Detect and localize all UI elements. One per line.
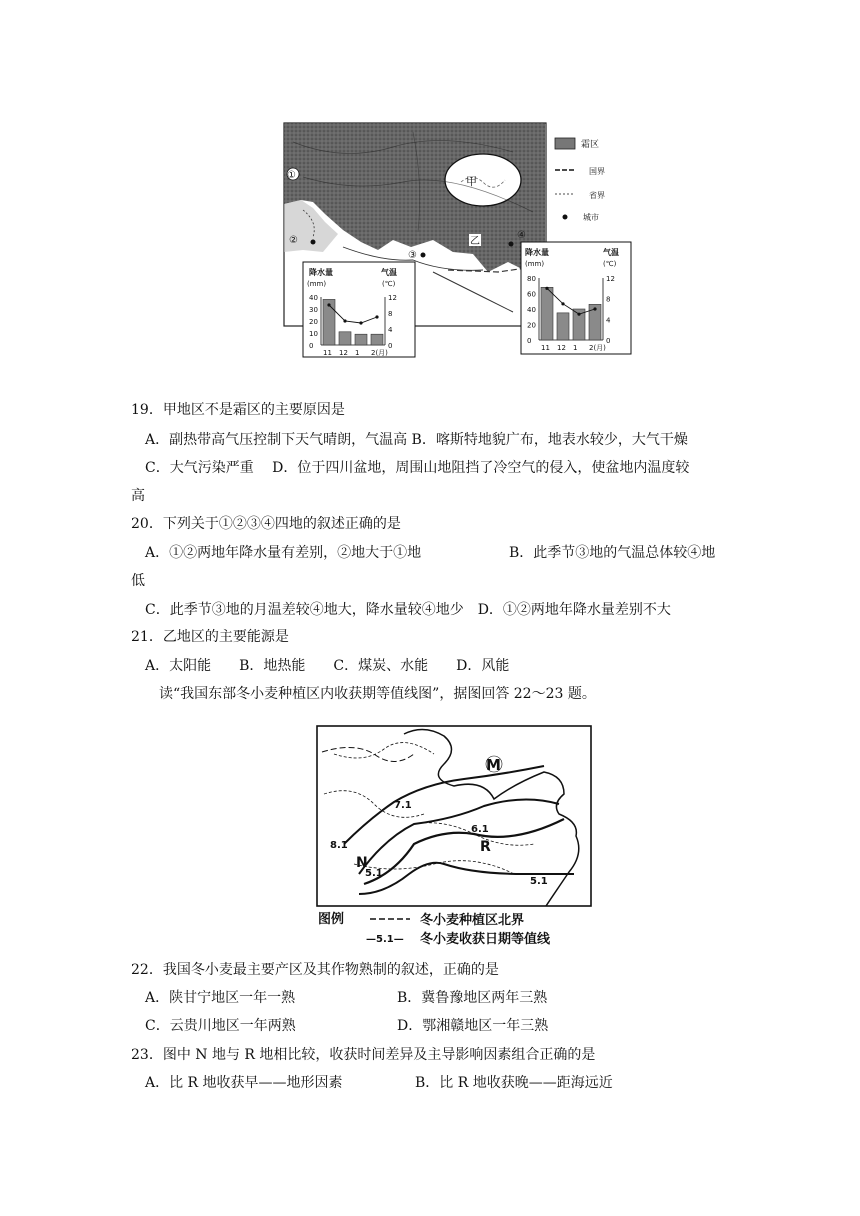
c3-precip-bar (339, 332, 351, 345)
label-c4: ④ (517, 230, 526, 241)
c3-precip-label: 降水量 (309, 268, 333, 277)
fig2-legend-title: 图例 (318, 912, 345, 927)
c3-temp-point (375, 315, 378, 318)
c4-temp-tick: 4 (606, 316, 611, 325)
c3-temp-point (343, 319, 346, 322)
label-c3: ③ (408, 250, 417, 261)
c4-precip-bar (541, 287, 553, 340)
q20-option-b: B．此季节③地的气温总体较④地 (509, 545, 716, 561)
c3-month-label: 1 (355, 349, 360, 357)
q23-stem: 23．图中 N 地与 R 地相比较，收获时间差异及主导影响因素组合正确的是 (131, 1047, 596, 1063)
fig2-legend-boundary: 冬小麦种植区北界 (420, 913, 525, 928)
wheat-map-figure (314, 724, 614, 948)
q21-options: A．太阳能 B．地热能 C．煤炭、水能 D．风能 (145, 658, 510, 674)
c4-precip-tick: 20 (527, 321, 536, 330)
c3-precip-tick: 30 (309, 306, 318, 314)
q20-option-b-cont: 低 (131, 573, 145, 589)
city-dot-3 (421, 253, 426, 258)
q19-stem: 19．甲地区不是霜区的主要原因是 (131, 402, 345, 418)
frost-map-figure (283, 122, 733, 360)
wheat-map-svg (314, 724, 614, 948)
c4-precip-tick: 0 (527, 337, 532, 345)
c4-precip-tick: 80 (527, 275, 536, 283)
c3-precip-unit: (mm) (307, 280, 327, 288)
label-N: N (356, 855, 368, 871)
c4-month-label: 12 (557, 344, 566, 352)
c4-temp-tick: 12 (606, 275, 615, 283)
c3-precip-tick: 10 (309, 330, 318, 338)
c3-precip-bar (371, 334, 383, 345)
fig2-legend-isoline: 冬小麦收获日期等值线 (420, 932, 551, 947)
c3-precip-bar (355, 334, 367, 345)
c4-month-label: 1 (573, 344, 578, 352)
c3-temp-label: 气温 (381, 268, 397, 277)
c3-temp-tick: 0 (388, 342, 393, 350)
q20-options-cd: C．此季节③地的月温差较④地大，降水量较④地少 D．①②两地年降水量差别不大 (145, 602, 671, 618)
c3-month-label: 11 (323, 349, 332, 357)
c3-precip-tick: 40 (309, 294, 318, 302)
q19-options-ab: A．副热带高气压控制下天气晴朗，气温高 B．喀斯特地貌广布，地表水较少，大气干燥 (145, 432, 688, 448)
c4-precip-unit: (mm) (525, 260, 545, 268)
c4-month-label: 2(月) (589, 344, 606, 352)
label-6-1: 6.1 (471, 824, 489, 835)
c3-month-label: 12 (339, 349, 348, 357)
c4-temp-label: 气温 (603, 248, 619, 257)
label-5-1-b: 5.1 (530, 876, 548, 887)
q22-option-c: C．云贵川地区一年两熟 (145, 1018, 296, 1034)
label-jia: 甲 (466, 175, 477, 188)
c3-precip-tick: 20 (309, 318, 318, 326)
legend-frost-swatch (555, 138, 575, 149)
c3-temp-tick: 8 (388, 310, 393, 318)
c4-temp-tick: 8 (606, 295, 611, 304)
q20-option-a: A．①②两地年降水量有差别，②地大于①地 (145, 545, 422, 561)
label-8-1: 8.1 (330, 840, 348, 851)
c4-temp-point (577, 313, 580, 316)
climate-chart-3 (303, 262, 415, 357)
q19-options-cd: C．大气污染严重 D．位于四川盆地，周围山地阻挡了冷空气的侵入，使盆地内温度较 (145, 460, 690, 476)
q23-option-a: A．比 R 地收获早——地形因素 (145, 1075, 343, 1091)
legend-province: 省界 (589, 191, 605, 200)
c3-temp-point (327, 303, 330, 306)
q22-option-a: A．陕甘宁地区一年一熟 (145, 990, 296, 1006)
label-M: M (486, 756, 501, 774)
q19-option-d-cont: 高 (131, 488, 145, 504)
q23-option-b: B．比 R 地收获晚——距海远近 (415, 1075, 613, 1091)
label-R: R (480, 839, 491, 855)
frost-map-svg (283, 122, 733, 360)
c4-temp-unit: (℃) (603, 260, 617, 268)
intro-text: 读“我国东部冬小麦种植区内收获期等值线图”，据图回答 22～23 题。 (159, 686, 596, 702)
city-dot-2 (311, 240, 316, 245)
c3-temp-tick: 4 (388, 326, 393, 334)
c3-temp-tick: 12 (388, 294, 397, 302)
q21-stem: 21．乙地区的主要能源是 (131, 629, 289, 645)
label-c1: ① (287, 170, 296, 181)
c4-precip-label: 降水量 (525, 248, 549, 257)
c4-precip-tick: 60 (527, 290, 536, 299)
c3-temp-unit: (℃) (382, 280, 396, 288)
c4-precip-bar (557, 313, 569, 340)
climate-chart-4 (521, 242, 631, 354)
q22-option-d: D．鄂湘赣地区一年三熟 (397, 1018, 549, 1034)
c4-temp-point (561, 302, 564, 305)
city-dot-4 (509, 242, 514, 247)
legend-border: 国界 (589, 167, 605, 176)
label-7-1: 7.1 (394, 800, 412, 811)
c4-temp-point (593, 307, 596, 310)
c4-month-label: 11 (541, 344, 550, 352)
legend-city: 城市 (583, 213, 599, 222)
fig2-legend-iso-sample: —5.1— (366, 934, 404, 945)
c4-temp-point (545, 287, 548, 290)
c3-temp-point (359, 321, 362, 324)
label-5-1-a: 5.1 (365, 868, 383, 879)
q20-stem: 20．下列关于①②③④四地的叙述正确的是 (131, 516, 401, 532)
label-c2: ② (289, 235, 298, 246)
jia-basin-ellipse (445, 154, 521, 206)
q22-option-b: B．冀鲁豫地区两年三熟 (397, 990, 548, 1006)
label-yi: 乙 (470, 236, 480, 247)
c3-month-label: 2(月) (371, 349, 388, 357)
q22-stem: 22．我国冬小麦最主要产区及其作物熟制的叙述，正确的是 (131, 962, 499, 978)
legend-city-dot (563, 215, 568, 220)
c4-precip-tick: 40 (527, 306, 536, 314)
c4-temp-tick: 0 (606, 337, 611, 345)
c3-precip-tick: 0 (309, 342, 314, 350)
legend-frost: 霜区 (581, 140, 600, 150)
